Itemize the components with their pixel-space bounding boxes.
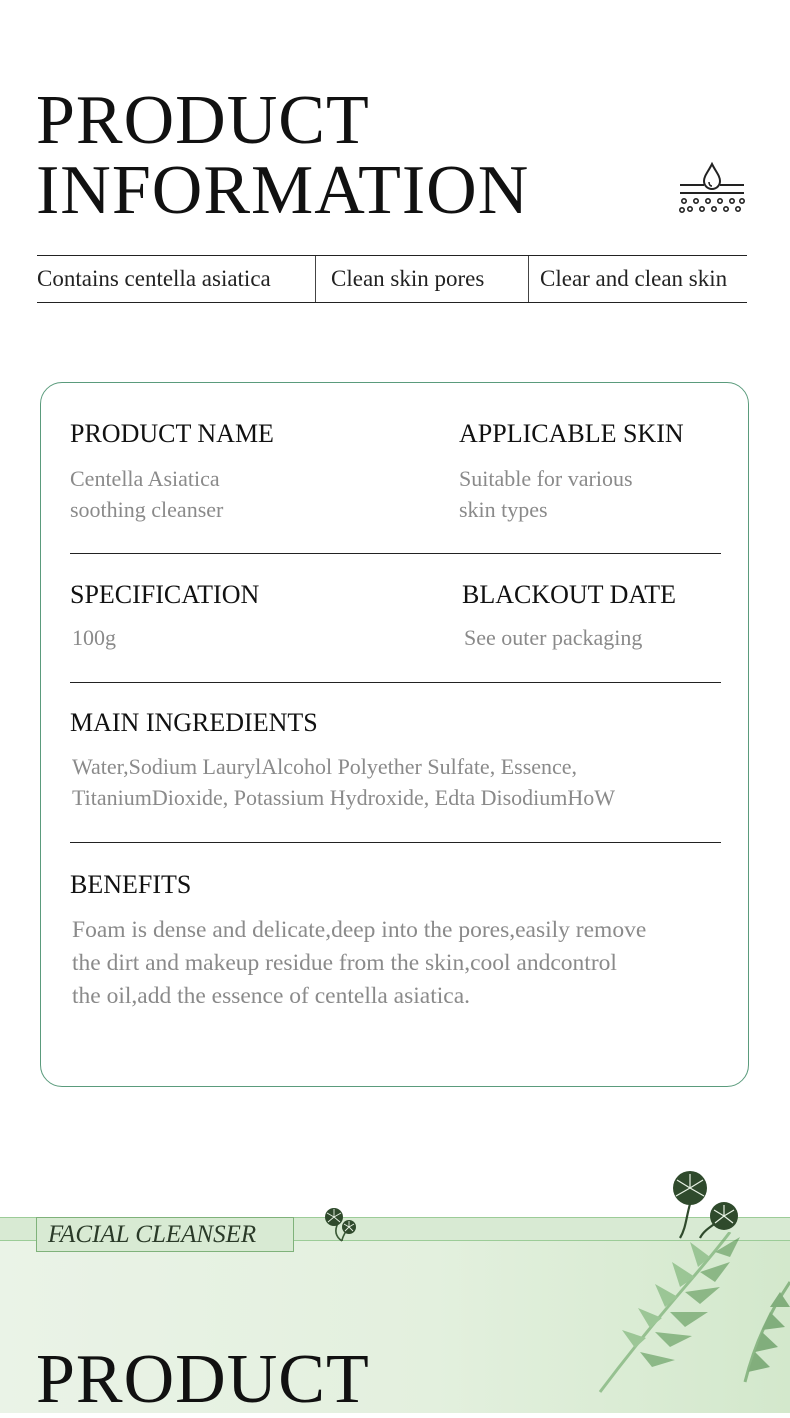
benefits-value [72,914,646,1013]
page-title [36,82,530,229]
specification-value: 100g [72,625,116,650]
skin-pore-droplet-icon [676,160,748,220]
feature-pores: Clean skin pores [315,256,528,302]
main-ingredients-label: MAIN INGREDIENTS [70,708,318,737]
specification-label: SPECIFICATION [70,580,260,609]
title-line-1: PRODUCT [36,82,370,159]
product-name-line-1: Centella Asiatica [70,466,220,491]
benefits-line-2: the dirt and makeup residue from the skin,cool andcontrol [72,950,617,976]
applicable-skin-line-1: Suitable for various [459,466,633,491]
benefits-line-3: the oil,add the essence of centella asiatica. [72,983,471,1009]
fern-leaf [580,1232,790,1413]
applicable-skin-label: APPLICABLE SKIN [459,419,684,448]
feature-clear-skin: Clear and clean skin [528,256,747,302]
ingredients-line-1: Water,Sodium LaurylAlcohol Polyether Sulfate, Essence, [72,754,578,779]
title-line-2: INFORMATION [36,152,530,229]
blackout-date-value: See outer packaging [464,625,643,650]
product-name-line-2: soothing cleanser [70,497,224,522]
centella-plant-icon [320,1205,362,1243]
product-name-label: PRODUCT NAME [70,419,274,448]
blackout-date-label: BLACKOUT DATE [462,580,677,609]
main-ingredients-value [72,751,615,813]
applicable-skin-line-2: skin types [459,497,548,522]
divider-3 [70,842,721,843]
feature-centella: Contains centella asiatica [37,266,271,291]
feature-bar [37,255,747,303]
centella-plant-icon [664,1170,748,1240]
product-info-card [40,382,749,1087]
facial-cleanser-tag: FACIAL CLEANSER [36,1217,294,1252]
product-name-value [70,463,223,525]
applicable-skin-value [459,463,633,525]
footer-title: PRODUCT [36,1341,370,1418]
divider-1 [70,553,721,554]
benefits-line-1: Foam is dense and delicate,deep into the pores,easily remove [72,917,647,943]
divider-2 [70,682,721,683]
benefits-label: BENEFITS [70,870,192,899]
ingredients-line-2: TitaniumDioxide, Potassium Hydroxide, Edta DisodiumHoW [72,785,616,810]
